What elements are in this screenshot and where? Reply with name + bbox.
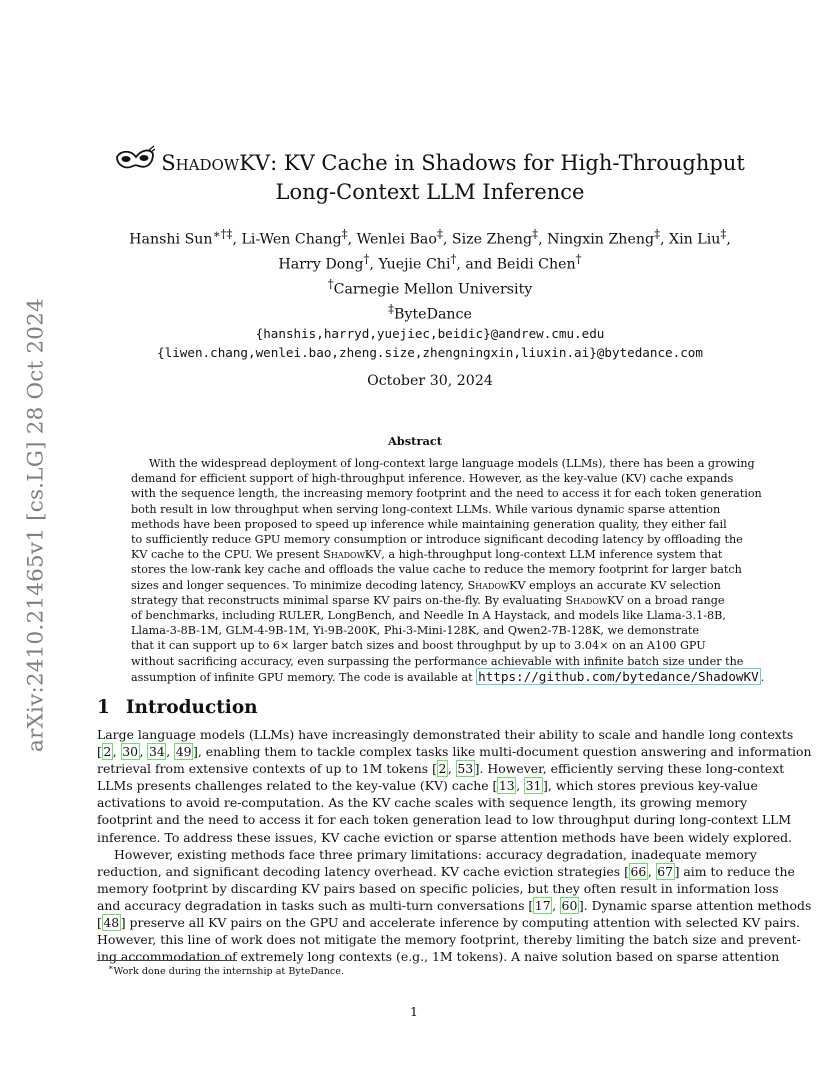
body-line: [ 48 ] preserve all KV pairs on the GPU and accelerate inference by computing attention with selected KV pairs. (97, 915, 800, 931)
author-list: Hanshi Sun∗†‡, Li-Wen Chang‡, Wenlei Bao‡, Size Zheng‡, Ningxin Zheng‡, Xin Liu‡, Harry Dong†, Yuejie Chi†, and Beidi Chen† (129, 227, 731, 273)
system-name: ShadowKV (161, 151, 271, 175)
section-heading (97, 697, 258, 718)
author-mark: ‡ (654, 227, 660, 241)
abstract-line: both result in low throughput when serving long-context LLMs. While various dynamic sparse attention (131, 502, 721, 516)
author-mark: ‡ (720, 227, 727, 241)
title-line1: : KV Cache in Shadows for High-Throughput (270, 151, 745, 175)
citation-link[interactable]: 17 (534, 897, 551, 913)
author-mark: † (575, 251, 582, 266)
abstract-line: of benchmarks, including RULER, LongBench, and Needle In A Haystack, and models like Llama-3.1-8B, (131, 609, 726, 623)
citation-link[interactable]: 49 (175, 744, 192, 760)
citation-link[interactable]: 48 (103, 915, 120, 931)
citation-link[interactable]: 2 (438, 761, 447, 777)
section-number: 1 (97, 697, 110, 718)
abstract-line (131, 668, 765, 685)
abstract-text: . (760, 670, 765, 684)
body-line: LLMs presents challenges related to the key-value (KV) cache [ 13 , 31 ], which stores previous key-value (97, 778, 758, 794)
affiliation-name: ByteDance (394, 306, 472, 323)
mask-logo-icon (115, 145, 155, 175)
system-name: ShadowKV (323, 548, 382, 562)
author-name: Ningxin Zheng (547, 231, 655, 248)
abstract-text: , a high-throughput long-context LLM inference system that (381, 548, 723, 562)
abstract-line: Llama-3-8B-1M, GLM-4-9B-1M, Yi-9B-200K, Phi-3-Mini-128K, and Qwen2-7B-128K, we demonstrate (131, 624, 699, 638)
author-mark: ∗†‡ (212, 227, 233, 241)
abstract-line: that it can support up to 6× larger batch sizes and boost throughput by up to 3.04× on an A100 GPU (131, 639, 706, 653)
author-name: Hanshi Sun (129, 231, 213, 248)
body-line: inference. To address these issues, KV cache eviction or sparse attention methods have been widely explored. (97, 829, 793, 845)
citation-link[interactable]: 66 (630, 863, 647, 879)
affiliation-mark: ‡ (388, 301, 395, 316)
body-text: . However, efficiently serving these long-context (479, 761, 785, 777)
citation-link[interactable]: 60 (561, 897, 578, 913)
body-text: retrieval from extensive contexts of up to 1M tokens (97, 761, 433, 777)
paper-date: October 30, 2024 (367, 373, 493, 389)
abstract-line: With the widespread deployment of long-context large language models (LLMs), there has been a growing (149, 457, 755, 470)
body-line: However, this line of work does not mitigate the memory footprint, thereby limiting the batch size and prevent- (97, 932, 801, 948)
body-line: Large language models (LLMs) have increasingly demonstrated their ability to scale and handle long contexts (97, 727, 794, 742)
body-text: aim to reduce the (679, 863, 795, 879)
section-title: Introduction (125, 697, 258, 718)
email-bytedance: {liwen.chang,wenlei.bao,zheng.size,zhengningxin,liuxin.ai}@bytedance.com (157, 345, 703, 361)
abstract-text: employs an accurate KV selection (525, 578, 721, 592)
body-line: footprint and the need to access it for each token generation lead to low throughput during long-context LLM (97, 812, 792, 828)
body-text: , which stores previous key-value (547, 778, 758, 794)
abstract-text: assumption of infinite GPU memory. The code is available at (131, 670, 477, 684)
author-mark: ‡ (532, 227, 539, 241)
affiliation-cmu (100, 275, 760, 300)
author-name: Li-Wen Chang (241, 231, 342, 248)
abstract-line: to sufficiently reduce GPU memory consumption or introduce significant decoding latency by offloading the (131, 533, 743, 547)
system-name: ShadowKV (467, 578, 526, 592)
abstract-line: methods have been proposed to speed up inference while maintaining generation quality, they either fail (131, 517, 727, 531)
affiliation-name: Carnegie Mellon University (333, 281, 533, 298)
abstract-line: demand for efficient support of high-throughput inference. However, as the key-value (KV) cache expands (131, 472, 734, 486)
body-text: and accuracy degradation in tasks such as multi-turn conversations (97, 897, 529, 913)
footnote (108, 963, 344, 977)
citation-link[interactable]: 2 (103, 744, 112, 760)
body-line: and accuracy degradation in tasks such as multi-turn conversations [ 17 , 60 ]. Dynamic sparse attention methods (97, 897, 812, 913)
body-text: . Dynamic sparse attention methods (583, 897, 812, 913)
abstract-heading: Abstract (387, 434, 443, 448)
abstract-line: with the sequence length, the increasing memory footprint and the need to access it for each token generation (131, 487, 762, 501)
abstract-line: without sacrificing accuracy, even surpassing the performance achievable with infinite batch size under the (131, 654, 744, 668)
citation-link[interactable]: 67 (657, 863, 674, 879)
footnote-mark: ∗ (108, 963, 114, 972)
body-text: , enabling them to tackle complex tasks like multi-document question answering and information (197, 744, 812, 760)
body-line: ing accommodation of extremely long contexts (e.g., 1M tokens). A naive solution based on sparse attention (97, 949, 780, 965)
abstract-text: on a broad range (623, 593, 725, 607)
abstract-text: KV cache to the CPU. We present (131, 548, 324, 562)
author-mark: ‡ (436, 227, 443, 241)
author-mark: ‡ (341, 227, 348, 241)
body-text: reduction, and significant decoding latency overhead. KV cache eviction strategies (97, 863, 625, 879)
affiliation-bytedance (100, 300, 760, 325)
citation-link[interactable]: 31 (525, 778, 542, 794)
body-line: reduction, and significant decoding latency overhead. KV cache eviction strategies [ 66 , 67 ] aim to reduce the (97, 863, 795, 879)
author-name: Size Zheng (451, 231, 533, 248)
abstract-line (131, 578, 721, 593)
body-text: LLMs presents challenges related to the key-value (KV) cache (97, 778, 493, 794)
footnote-rule (97, 960, 237, 961)
code-link[interactable]: https://github.com/bytedance/ShadowKV (478, 668, 759, 684)
citation-link[interactable]: 53 (457, 761, 474, 777)
author-name: Beidi Chen (496, 256, 576, 273)
abstract-line (131, 547, 723, 562)
paper-title (100, 145, 760, 207)
title-line2: Long-Context LLM Inference (275, 180, 585, 204)
affiliation-mark: † (327, 277, 334, 291)
body-text: preserve all KV pairs on the GPU and accelerate inference by computing attention with selected KV pairs. (125, 915, 800, 931)
author-mark: † (363, 251, 370, 266)
citation-link[interactable]: 13 (498, 778, 515, 794)
abstract-line (131, 593, 725, 608)
body-line: [ 2 , 30 , 34 , 49 ], enabling them to tackle complex tasks like multi-document question answering and information (97, 744, 812, 760)
citation-link[interactable]: 30 (122, 744, 139, 760)
abstract-text: sizes and longer sequences. To minimize decoding latency, (131, 578, 468, 592)
body-line: activations to avoid re-computation. As the KV cache scales with sequence length, its growing memory (97, 795, 748, 811)
arxiv-stamp-text: arXiv:2410.21465v1 [cs.LG] 28 Oct 2024 (23, 298, 49, 752)
author-name: Xin Liu (669, 231, 721, 248)
intro-body (97, 726, 812, 965)
page-number: 1 (410, 1004, 418, 1019)
system-name: ShadowKV (565, 593, 624, 607)
footnote-text: Work done during the internship at ByteDance. (113, 966, 345, 978)
body-line: retrieval from extensive contexts of up to 1M tokens [ 2 , 53 ]. However, efficiently serving these long-context (97, 761, 785, 777)
author-name: Yuejie Chi (378, 256, 451, 273)
abstract-line: stores the low-rank key cache and offloads the value cache to reduce the memory footprint for larger batch (131, 563, 742, 577)
arxiv-stamp (22, 290, 50, 760)
body-line: However, existing methods face three primary limitations: accuracy degradation, inadequate memory (114, 846, 757, 862)
citation-link[interactable]: 34 (148, 744, 165, 760)
author-name: Wenlei Bao (356, 231, 437, 248)
email-cmu: {hanshis,harryd,yuejiec,beidic}@andrew.cmu.edu (255, 326, 605, 342)
author-mark: † (450, 251, 457, 266)
abstract-text: strategy that reconstructs minimal sparse KV pairs on-the-fly. By evaluating (131, 593, 566, 607)
abstract-body (131, 456, 765, 685)
author-name: Harry Dong (278, 256, 364, 273)
affiliations (100, 275, 760, 362)
body-line: memory footprint by discarding KV pairs based on specific policies, but they often result in information loss (97, 880, 779, 896)
